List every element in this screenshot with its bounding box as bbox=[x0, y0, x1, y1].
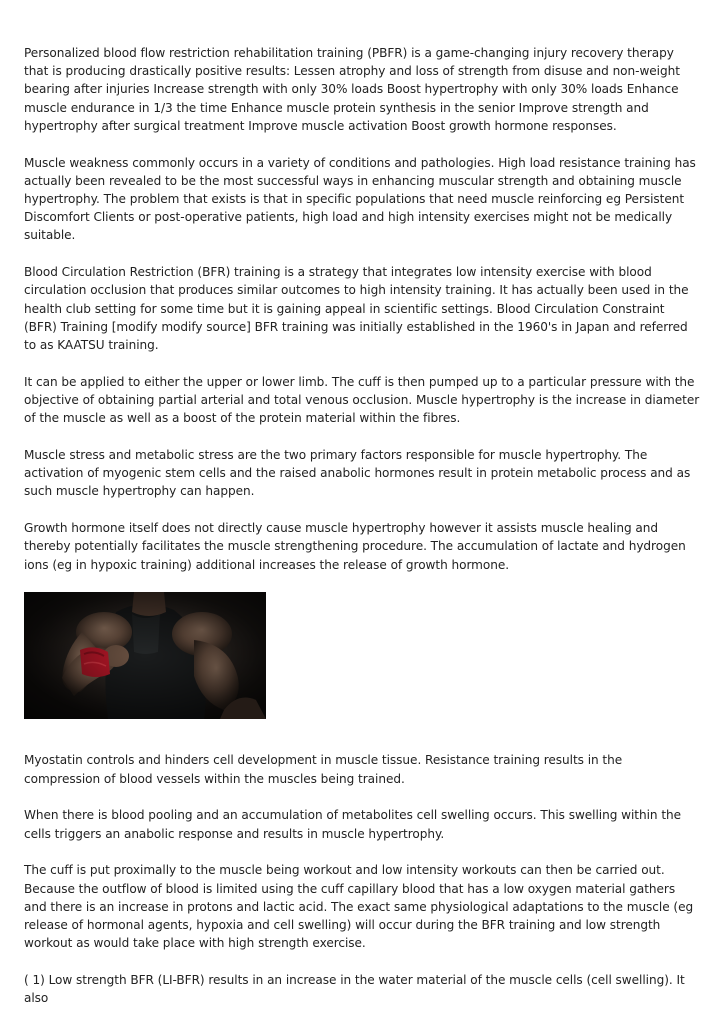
paragraph-cuff-application: It can be applied to either the upper or lower limb. The cuff is then pumped up to a particular pressure with the objective of obtaining partial arterial and total venous occlusion. Muscle hypertrophy is the increase in diameter of the muscle as well as a boost of the protein material within the fibres. bbox=[24, 374, 700, 426]
muscular-arm-photo bbox=[24, 592, 266, 719]
paragraph-li-bfr: ( 1) Low strength BFR (LI-BFR) results in an increase in the water material of the muscle cells (cell swelling). It also bbox=[24, 973, 685, 1006]
paragraph-pbfr-intro: Personalized blood flow restriction rehabilitation training (PBFR) is a game-changing injury recovery therapy that is producing drastically positive results: Lessen atrophy and loss of strength from disuse and non-weight bearing after injuries Increase strength with only 30% loads Boost hypertrophy with only 30% loads Enhance muscle endurance in 1/3 the time Enhance muscle protein synthesis in the senior Improve strength and hypertrophy after surgical treatment Improve muscle activation Boost growth hormone responses. bbox=[24, 46, 680, 133]
paragraph-muscle-weakness: Muscle weakness commonly occurs in a variety of conditions and pathologies. High load resistance training has actually been revealed to be the most successful ways in enhancing muscular strength and obtaining muscle hypertrophy. The problem that exists is that in specific populations that need muscle reinforcing eg Persistent Discomfort Clients or post-operative patients, high load and high intensity exercises might not be medically suitable. bbox=[24, 155, 696, 243]
paragraph-bfr-training: Blood Circulation Restriction (BFR) training is a strategy that integrates low intensity exercise with blood circulation occlusion that produces similar outcomes to high intensity training. It has actually been used in the health club setting for some time but it is gaining appeal in scientific settings. Blood Circulation Constraint (BFR) Training [modify modify source] BFR training was initially established in the 1960's in Japan and referred to as KAATSU training. bbox=[24, 265, 689, 353]
paragraph-cuff-placement: The cuff is put proximally to the muscle being workout and low intensity workouts can then be carried out. Because the outflow of blood is limited using the cuff capillary blood that has a low oxygen material gathers and there is an increase in protons and lactic acid. The exact same physiological adaptations to the muscle (eg release of hormonal agents, hypoxia and cell swelling) will occur during the BFR training and low strength workout as would take place with high strength exercise. bbox=[24, 863, 694, 951]
article-body bbox=[24, 44, 700, 1026]
paragraph-myostatin: Myostatin controls and hinders cell development in muscle tissue. Resistance training results in the compression of blood vessels within the muscles being trained. bbox=[24, 753, 623, 786]
paragraph-blood-pooling: When there is blood pooling and an accumulation of metabolites cell swelling occurs. This swelling within the cells triggers an anabolic response and results in muscle hypertrophy. bbox=[24, 808, 682, 841]
paragraph-muscle-stress: Muscle stress and metabolic stress are the two primary factors responsible for muscle hypertrophy. The activation of myogenic stem cells and the raised anabolic hormones result in protein metabolic process and as such muscle hypertrophy can happen. bbox=[24, 448, 691, 499]
muscular-arm-illustration bbox=[24, 592, 266, 719]
paragraph-growth-hormone: Growth hormone itself does not directly cause muscle hypertrophy however it assists muscle healing and thereby potentially facilitates the muscle strengthening procedure. The accumulation of lactate and hydrogen ions (eg in hypoxic training) additional increases the release of growth hormone. bbox=[24, 521, 686, 572]
